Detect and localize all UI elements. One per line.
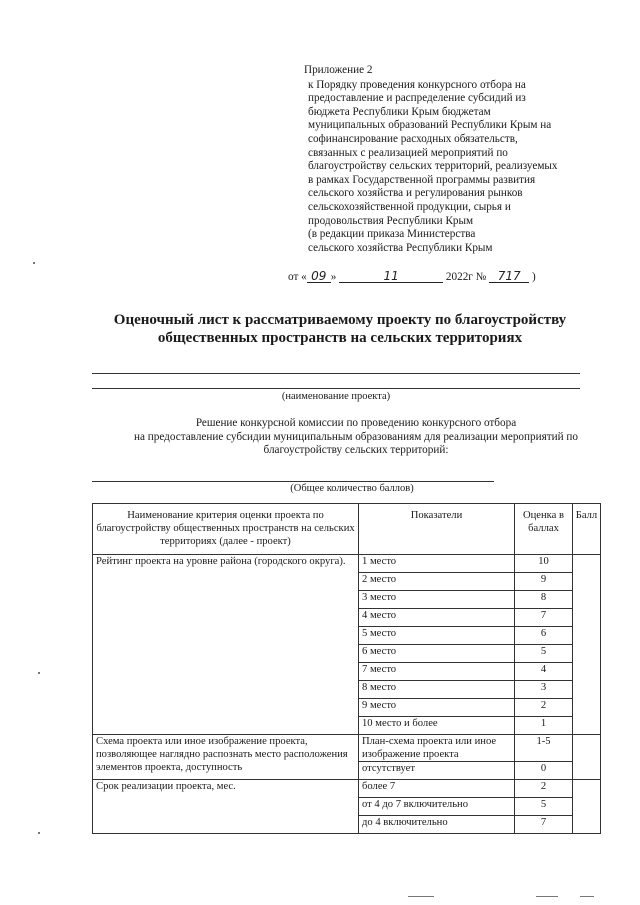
- date-suffix: ): [531, 271, 536, 283]
- annex-line: в рамках Государственной программы развития: [308, 173, 536, 186]
- indicator-cell: 9 место: [359, 699, 515, 717]
- indicator-cell: до 4 включительно: [359, 816, 515, 834]
- decision-line: на предоставление субсидии муниципальным образованиям для реализации мероприятий по: [134, 430, 578, 443]
- indicator-cell: от 4 до 7 включительно: [359, 798, 515, 816]
- annex-line: софинансирование расходных обязательств,: [308, 132, 518, 145]
- scan-streak: [408, 896, 434, 897]
- score-cell: 8: [515, 591, 573, 609]
- indicator-cell: 4 место: [359, 609, 515, 627]
- indicator-cell: План-схема проекта или иное изображение проекта: [359, 735, 515, 762]
- criterion-cell: Рейтинг проекта на уровне района (городского округа).: [93, 555, 359, 735]
- score-cell: 1: [515, 717, 573, 735]
- date-year: 2022г №: [445, 271, 487, 283]
- total-points-caption: (Общее количество баллов): [290, 483, 414, 494]
- score-cell: 9: [515, 573, 573, 591]
- annex-line: (в редакции приказа Министерства: [308, 228, 476, 241]
- indicator-cell: 7 место: [359, 663, 515, 681]
- commission-decision: [96, 417, 616, 458]
- indicator-cell: 10 место и более: [359, 717, 515, 735]
- annex-heading: Приложение 2: [304, 64, 373, 76]
- header-score: Оценка в баллах: [515, 504, 573, 555]
- scan-speck: [33, 262, 35, 264]
- date-day: 09: [307, 270, 331, 283]
- order-date-line: [288, 270, 588, 283]
- header-indicators: Показатели: [359, 504, 515, 555]
- table-header-row: [93, 504, 601, 555]
- annex-header: [304, 64, 604, 255]
- annex-line: к Порядку проведения конкурсного отбора на: [308, 78, 526, 91]
- table-row: [93, 735, 601, 762]
- indicator-cell: 2 место: [359, 573, 515, 591]
- score-cell: 4: [515, 663, 573, 681]
- indicator-cell: более 7: [359, 780, 515, 798]
- score-cell: 5: [515, 798, 573, 816]
- annex-line: связанных с реализацией мероприятий по: [308, 146, 508, 159]
- annex-line: сельского хозяйства Республики Крым: [308, 241, 493, 254]
- annex-line: продовольствия Республики Крым: [308, 214, 474, 227]
- project-name-line: [92, 388, 580, 389]
- scan-streak: [580, 896, 594, 897]
- criterion-cell: Срок реализации проекта, мес.: [93, 780, 359, 834]
- score-cell: 7: [515, 609, 573, 627]
- header-criterion: Наименование критерия оценки проекта по благоустройству общественных пространств на сельских территориях (далее - проект): [93, 504, 359, 555]
- points-cell[interactable]: [573, 735, 601, 780]
- project-name-line: [92, 373, 580, 374]
- indicator-cell: 1 место: [359, 555, 515, 573]
- indicator-cell: 5 место: [359, 627, 515, 645]
- indicator-cell: 8 место: [359, 681, 515, 699]
- score-cell: 10: [515, 555, 573, 573]
- score-cell: 6: [515, 627, 573, 645]
- title-line: общественных пространств на сельских территориях: [157, 330, 523, 346]
- scan-speck: [38, 672, 40, 674]
- score-cell: 2: [515, 699, 573, 717]
- score-cell: 0: [515, 762, 573, 780]
- indicator-cell: 6 место: [359, 645, 515, 663]
- decision-line: Решение конкурсной комиссии по проведению конкурсного отбора: [195, 417, 517, 429]
- date-prefix: от «: [288, 271, 307, 283]
- points-cell[interactable]: [573, 780, 601, 834]
- decision-line: благоустройству сельских территорий:: [263, 444, 449, 457]
- score-cell: 7: [515, 816, 573, 834]
- header-points: Балл: [573, 504, 601, 555]
- score-cell: 2: [515, 780, 573, 798]
- indicator-cell: отсутствует: [359, 762, 515, 780]
- table-row: [93, 555, 601, 573]
- criteria-table: [92, 503, 601, 834]
- indicator-cell: 3 место: [359, 591, 515, 609]
- project-name-caption: (наименование проекта): [281, 391, 391, 402]
- scan-streak: [536, 896, 558, 897]
- document-title: [60, 311, 620, 347]
- annex-line: сельскохозяйственной продукции, сырья и: [308, 200, 511, 213]
- annex-line: сельского хозяйства и регулирования рынков: [308, 187, 523, 200]
- score-cell: 5: [515, 645, 573, 663]
- date-mid: »: [330, 271, 337, 283]
- points-cell[interactable]: [573, 555, 601, 735]
- annex-line: благоустройству сельских территорий, реализуемых: [308, 160, 558, 173]
- title-line: Оценочный лист к рассматриваемому проекту по благоустройству: [113, 312, 567, 328]
- table-row: [93, 780, 601, 798]
- criterion-cell: Схема проекта или иное изображение проекта, позволяющее наглядно распознать место расположения элементов проекта, доступность: [93, 735, 359, 780]
- score-cell: 1-5: [515, 735, 573, 762]
- score-cell: 3: [515, 681, 573, 699]
- order-number: 717: [489, 270, 529, 283]
- annex-line: бюджета Республики Крым бюджетам: [308, 105, 491, 118]
- date-month: 11: [339, 270, 443, 283]
- annex-line: муниципальных образований Республики Крым на: [308, 119, 552, 132]
- scan-speck: [38, 832, 40, 834]
- annex-line: предоставление и распределение субсидий из: [308, 92, 526, 105]
